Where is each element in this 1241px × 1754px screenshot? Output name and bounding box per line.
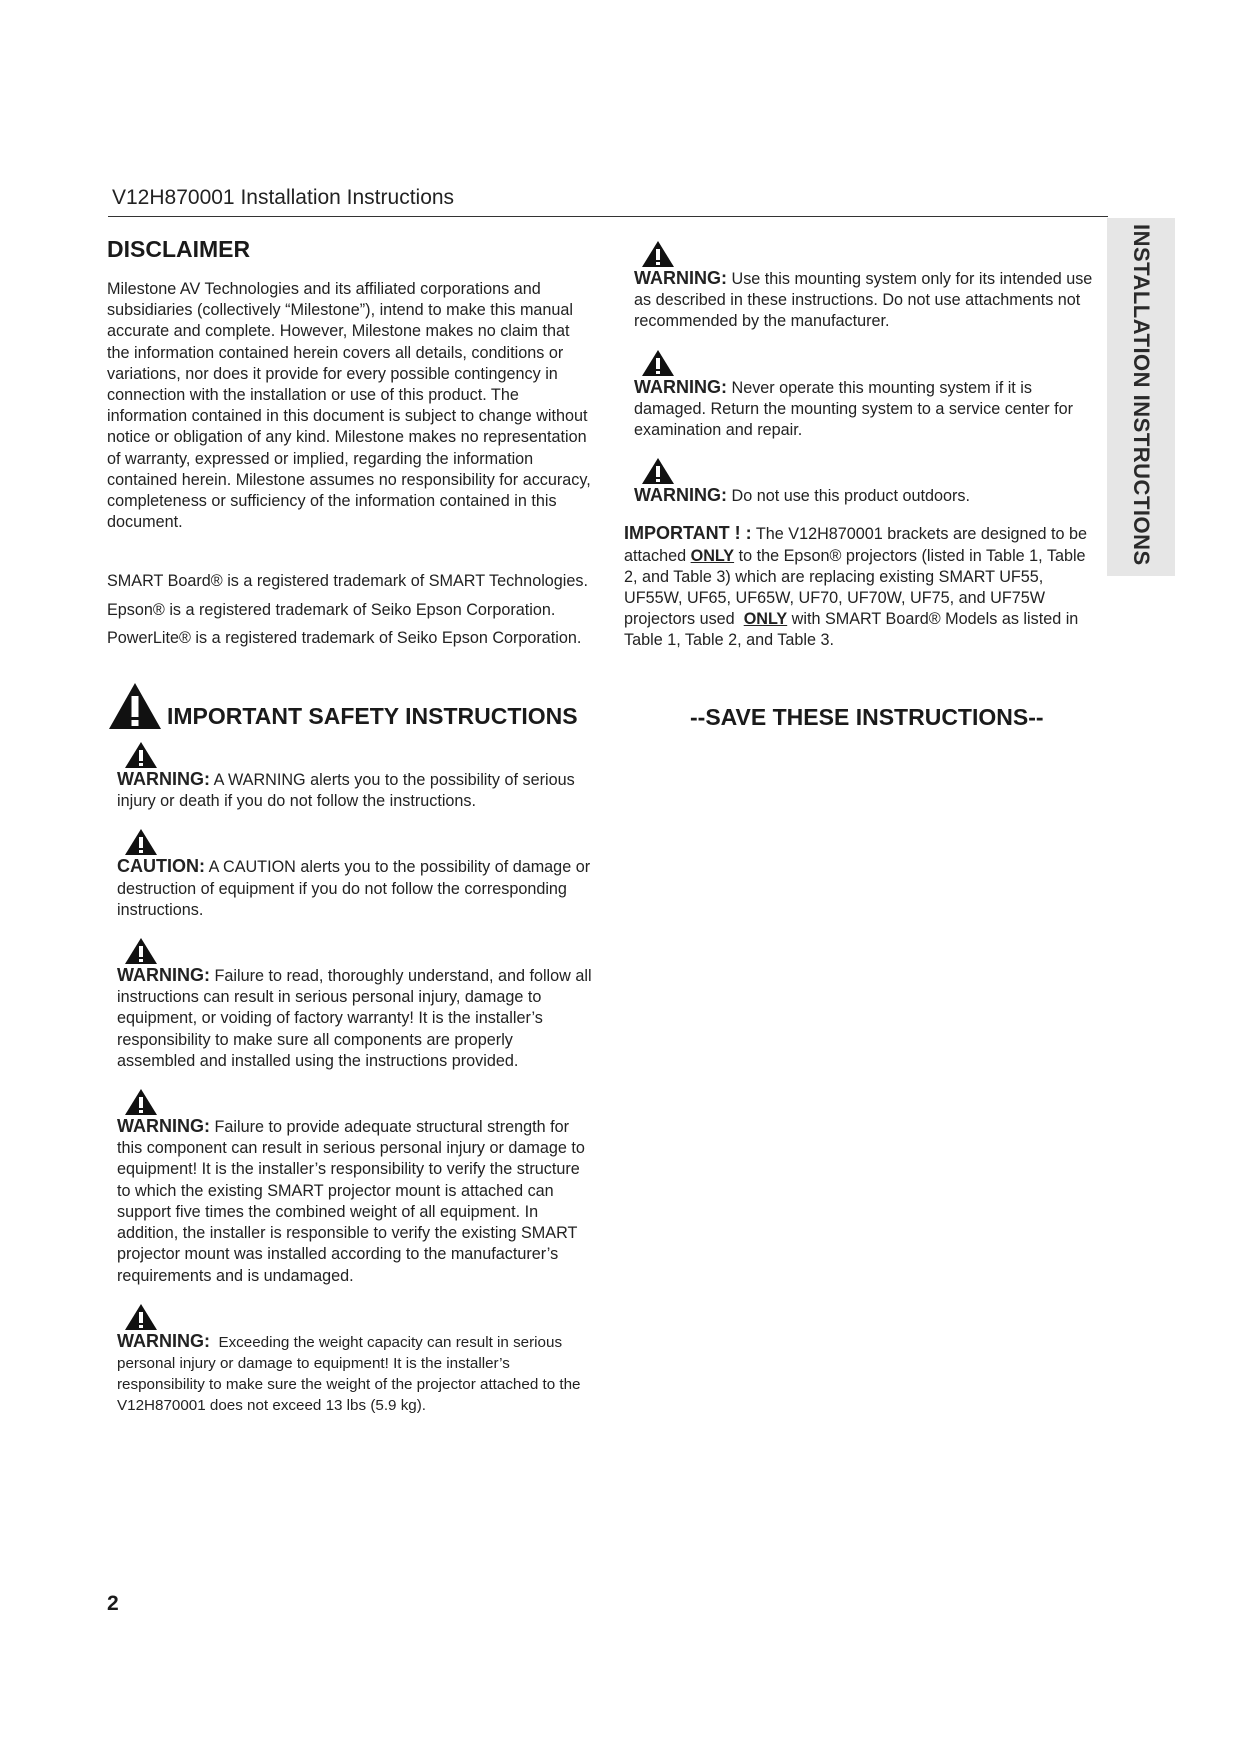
warning-icon — [123, 1088, 159, 1116]
warning-label: WARNING: — [117, 1116, 210, 1137]
side-tab-label: INSTALLATION INSTRUCTIONS — [1129, 224, 1154, 566]
trademark-epson: Epson® is a registered trademark of Seiko Epson Corporation. — [107, 600, 556, 619]
warning-label: WARNING: — [117, 965, 210, 986]
safety-warning-4 — [117, 1303, 595, 1417]
important-note — [624, 523, 1102, 651]
warning-text: Exceeding the weight capacity can result in serious personal injury or damage to equipment! It is the installer’s responsibility to make sure the weight of the projector attached to the V12H870001 does not exceed 13 lbs (5.9 kg). — [117, 1333, 581, 1415]
page-number: 2 — [107, 1592, 119, 1615]
disclaimer-body: Milestone AV Technologies and its affiliated corporations and subsidiaries (collectively “Milestone”), intend to make this manual accurate and complete. However, Milestone makes no claim that the information contained herein covers all details, conditions or variations, nor does it provide for every possible contingency in connection with the installation or use of this product. The information contained in this document is subject to change without notice or obligation of any kind. Milestone makes no representation of warranty, expressed or implied, regarding the information contained herein. Milestone assumes no responsibility for accuracy, completeness or sufficiency of the information contained in this document. — [107, 280, 591, 532]
safety-warning-1 — [117, 741, 595, 812]
warning-text: A WARNING alerts you to the possibility of serious injury or death if you do not follow the instructions. — [117, 771, 575, 811]
page-header-title: V12H870001 Installation Instructions — [112, 186, 455, 209]
warning-text: Use this mounting system only for its intended use as described in these instructions. Do not use attachments not recommended by the manufacturer. — [634, 270, 1093, 331]
warning-label: WARNING: — [117, 1330, 210, 1351]
important-text-1: The V12H870001 brackets are designed to be attached — [624, 525, 1088, 565]
trademark-powerlite: PowerLite® is a registered trademark of Seiko Epson Corporation. — [107, 628, 582, 647]
warning-text: Failure to read, thoroughly understand, and follow all instructions can result in serious personal injury, damage to equipment, or voiding of factory warranty! It is the installer’s responsibility to make sure all components are properly assembled and installed using the instructions provided. — [117, 967, 592, 1070]
caution-text: A CAUTION alerts you to the possibility of damage or destruction of equipment if you do not follow the corresponding instructions. — [117, 858, 591, 919]
right-warning-3 — [634, 457, 1102, 507]
warning-icon — [123, 937, 159, 965]
warning-text: Do not use this product outdoors. — [731, 487, 970, 506]
caution-label: CAUTION: — [117, 856, 205, 877]
right-warning-1 — [634, 240, 1102, 333]
important-only-1: ONLY — [690, 546, 735, 565]
important-text-2: to the Epson® projectors (listed in Table 1, Table 2, and Table 3) which are replacing existing SMART UF55, UF55W, UF65, UF65W, UF70, UF70W, UF75, and UF75W projectors used — [624, 546, 1086, 629]
warning-text: Never operate this mounting system if it is damaged. Return the mounting system to a service center for examination and repair. — [634, 378, 1074, 440]
warning-icon — [640, 240, 676, 268]
disclaimer-heading: DISCLAIMER — [107, 236, 251, 262]
warning-label: WARNING: — [634, 268, 727, 288]
safety-caution — [117, 828, 595, 921]
important-label: IMPORTANT ! : — [624, 523, 752, 544]
safety-heading-row — [107, 681, 595, 731]
warning-icon — [123, 1303, 159, 1331]
important-only-2: ONLY — [743, 610, 788, 629]
warning-label: WARNING: — [634, 485, 727, 506]
right-column — [624, 240, 1102, 652]
header-rule — [108, 216, 1108, 217]
left-column — [107, 236, 595, 1433]
important-text-3: with SMART Board® Models as listed in Table 1, Table 2, and Table 3. — [624, 610, 1079, 650]
right-warning-2 — [634, 349, 1102, 442]
safety-heading: IMPORTANT SAFETY INSTRUCTIONS — [167, 703, 578, 730]
warning-icon — [123, 741, 159, 769]
safety-warning-3 — [117, 1088, 595, 1287]
warning-text: Failure to provide adequate structural strength for this component can result in serious personal injury or damage to equipment! It is the installer’s responsibility to verify the structure to which the existing SMART projector mount is attached can support five times the combined weight of all equipment. In addition, the installer is responsible to verify the existing SMART projector mount was installed according to the manufacturer’s requirements and is undamaged. — [117, 1118, 585, 1285]
save-instructions: --SAVE THESE INSTRUCTIONS-- — [690, 704, 1044, 730]
caution-icon — [123, 828, 159, 856]
large-warning-icon — [107, 681, 163, 731]
warning-label: WARNING: — [117, 769, 210, 790]
warning-icon — [640, 349, 676, 377]
trademark-smart: SMART Board® is a registered trademark of SMART Technologies. — [107, 572, 588, 591]
warning-icon — [640, 457, 676, 485]
side-tab — [1107, 218, 1175, 576]
safety-warning-2 — [117, 937, 595, 1072]
warning-label: WARNING: — [634, 376, 727, 397]
